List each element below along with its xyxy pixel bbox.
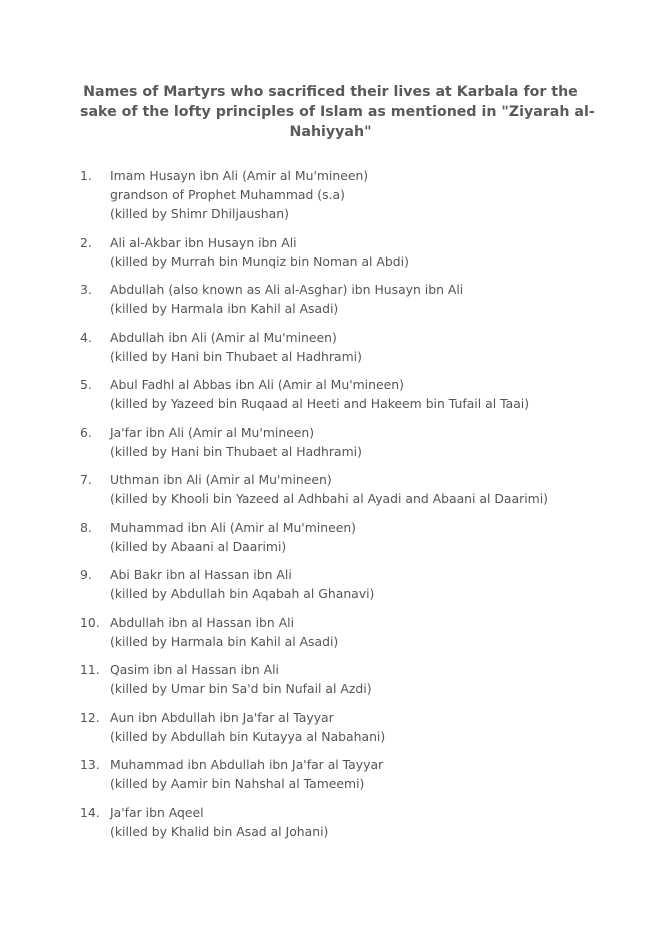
item-text [110,613,640,651]
item-number: 4. [80,329,92,345]
martyr-relation: grandson of Prophet Muhammad (s.a) [110,187,345,202]
item-number: 1. [80,168,92,183]
item-text [110,375,640,413]
item-number: 14. [80,804,100,820]
item-number: 7. [80,472,92,487]
killed-by-text: (killed by Hani bin Thubaet al Hadhrami) [110,348,362,364]
killed-by-text: (killed by Umar bin Sa'd bin Nufail al Azdi) [110,681,372,696]
martyr-list [80,166,640,850]
killed-by-text: (killed by Murrah bin Munqiz bin Noman al Abdi) [110,253,409,269]
item-number: 10. [80,614,100,630]
item-number: 3. [80,282,92,297]
item-text [110,660,640,698]
martyr-name: Ja'far ibn Aqeel [110,804,204,820]
martyr-list-item [80,708,640,746]
martyr-name: Abdullah ibn al Hassan ibn Ali [110,614,295,630]
martyr-name: Aun ibn Abdullah ibn Ja'far al Tayyar [110,709,334,725]
martyr-name: Muhammad ibn Ali (Amir al Mu'mineen) [110,519,357,535]
killed-by-text: (killed by Khalid bin Asad al Johani) [110,823,329,839]
killed-by-text: (killed by Yazeed bin Ruqaad al Heeti and Hakeem bin Tufail al Taai) [110,396,530,411]
item-number: 6. [80,424,92,440]
item-number: 8. [80,519,92,535]
killed-by-text: (killed by Hani bin Thubaet al Hadhrami) [110,443,362,459]
martyr-name: Abul Fadhl al Abbas ibn Ali (Amir al Mu'mineen) [110,377,404,392]
martyr-list-item [80,613,640,651]
page-title [80,82,595,142]
martyr-list-item [80,233,640,271]
killed-by-text: (killed by Harmala ibn Kahil al Asadi) [110,301,339,316]
martyr-list-item [80,803,640,841]
martyr-list-item [80,565,640,603]
killed-by-text: (killed by Harmala bin Kahil al Asadi) [110,633,339,649]
martyr-list-item [80,470,640,508]
martyr-name: Uthman ibn Ali (Amir al Mu'mineen) [110,472,332,487]
item-text [110,518,640,556]
item-text [110,803,640,841]
martyr-list-item [80,660,640,698]
martyr-list-item [80,375,640,413]
killed-by-text: (killed by Shimr Dhiljaushan) [110,206,289,221]
martyr-name: Ja'far ibn Ali (Amir al Mu'mineen) [110,424,315,440]
item-number: 12. [80,709,100,725]
item-text [110,233,640,271]
item-text [110,708,640,746]
killed-by-text: (killed by Abdullah bin Aqabah al Ghanavi) [110,586,375,601]
martyr-list-item [80,755,640,793]
martyr-list-item [80,328,640,366]
item-number: 11. [80,662,100,677]
item-text [110,280,640,318]
item-number: 9. [80,567,92,582]
title-line-2: sake of the lofty principles of Islam as mentioned in "Ziyarah al- [80,104,595,120]
martyr-list-item [80,518,640,556]
martyr-name: Abdullah (also known as Ali al-Asghar) ibn Husayn ibn Ali [110,282,464,297]
item-number: 13. [80,757,100,772]
martyr-list-item [80,166,640,223]
martyr-name: Abi Bakr ibn al Hassan ibn Ali [110,567,292,582]
martyr-name: Ali al-Akbar ibn Husayn ibn Ali [110,234,297,250]
killed-by-text: (killed by Khooli bin Yazeed al Adhbahi al Ayadi and Abaani al Daarimi) [110,491,548,506]
item-text [110,423,640,461]
item-text [110,166,640,223]
item-text [110,755,640,793]
item-number: 5. [80,377,92,392]
martyr-list-item [80,423,640,461]
item-text [110,328,640,366]
item-number: 2. [80,234,92,250]
martyr-name: Qasim ibn al Hassan ibn Ali [110,662,279,677]
title-line-3: Nahiyyah" [289,124,372,140]
martyr-name: Muhammad ibn Abdullah ibn Ja'far al Tayyar [110,757,384,772]
killed-by-text: (killed by Abdullah bin Kutayya al Nabahani) [110,728,386,744]
martyr-name: Abdullah ibn Ali (Amir al Mu'mineen) [110,329,337,345]
killed-by-text: (killed by Aamir bin Nahshal al Tameemi) [110,776,365,791]
title-line-1: Names of Martyrs who sacrificed their lives at Karbala for the [83,84,578,100]
martyr-name: Imam Husayn ibn Ali (Amir al Mu'mineen) [110,168,369,183]
item-text [110,470,640,508]
item-text [110,565,640,603]
killed-by-text: (killed by Abaani al Daarimi) [110,538,287,554]
martyr-list-item [80,280,640,318]
